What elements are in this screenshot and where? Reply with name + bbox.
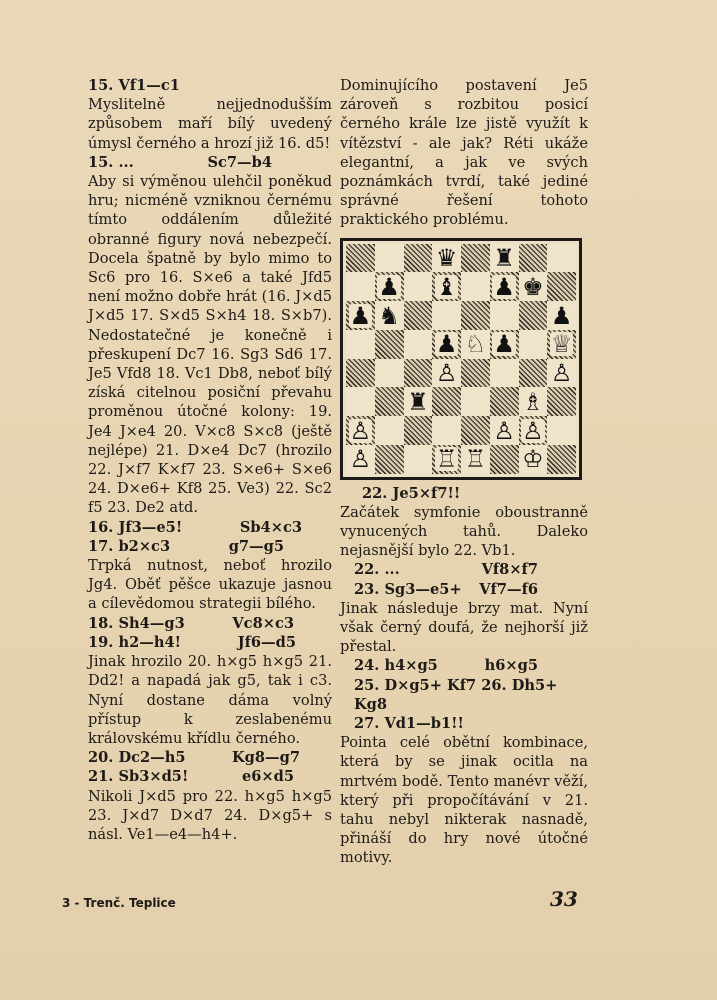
chess-piece-icon: ♖ (435, 445, 458, 474)
board-square (404, 301, 433, 330)
board-square (404, 330, 433, 359)
move-line: 16. Jf3—e5! Sb4×c3 (88, 518, 302, 536)
board-square (490, 244, 519, 273)
board-square (346, 387, 375, 416)
board-square (461, 387, 490, 416)
chess-board (346, 244, 576, 474)
board-square (432, 359, 461, 388)
board-square (461, 330, 490, 359)
board-square (346, 359, 375, 388)
board-square (346, 330, 375, 359)
board-square (375, 416, 404, 445)
move-line: 22. ... Vf8×f7 (354, 561, 538, 579)
board-square (346, 301, 375, 330)
paragraph: Dominujícího postavení Je5 zároveň s rozbitou posicí černého krále lze jistě využít k vítězství - ale jak? Réti ukáže elegantní, a jak ve svých poznámkách tvrdí, také jediné správné řešení tohoto praktického problému. (340, 77, 588, 229)
chess-piece-icon: ♟ (493, 330, 515, 359)
board-square (490, 359, 519, 388)
move-line: 23. Sg3—e5+ Vf7—f6 (354, 580, 538, 598)
board-square (519, 416, 548, 445)
paragraph: Jinak hrozilo 20. h×g5 h×g5 21. Dd2! a napadá jak g5, tak i c3. Nyní dostane dáma volný přístup k zeslabenému královskému křídlu černého. (88, 653, 332, 747)
chess-piece-icon: ♛ (435, 244, 458, 272)
board-square (547, 416, 576, 445)
move-line: 17. b2×c3 g7—g5 (88, 537, 284, 555)
chess-piece-icon: ♗ (522, 387, 544, 416)
board-square (346, 416, 375, 445)
chess-piece-icon: ♙ (349, 416, 372, 445)
chess-piece-icon: ♟ (550, 301, 573, 330)
board-square (432, 244, 461, 273)
board-square (547, 330, 576, 359)
board-square (432, 301, 461, 330)
board-square (547, 359, 576, 388)
board-square (346, 244, 375, 273)
move-line: 19. h2—h4! Jf6—d5 (88, 633, 296, 651)
page-footer: 3 - Trenč. Teplice (62, 896, 176, 910)
paragraph: Jinak následuje brzy mat. Nyní však černý doufá, že nejhorší již přestal. (340, 599, 588, 656)
chess-piece-icon: ♙ (522, 416, 544, 445)
board-square (375, 272, 404, 301)
chess-piece-icon: ♚ (522, 272, 544, 301)
chess-piece-icon: ♕ (550, 330, 573, 359)
paragraph: Myslitelně nejjednodušším způsobem maří bílý uvedený úmysl černého a hrozí již 16. d5! (88, 96, 332, 152)
board-square (490, 272, 519, 301)
right-column (340, 76, 588, 868)
board-square (432, 416, 461, 445)
board-square (490, 445, 519, 474)
board-square (461, 301, 490, 330)
chess-piece-icon: ♙ (349, 445, 372, 474)
board-square (404, 387, 433, 416)
board-square (519, 359, 548, 388)
board-square (547, 272, 576, 301)
board-square (375, 244, 404, 273)
board-square (519, 301, 548, 330)
board-square (519, 445, 548, 474)
chess-piece-icon: ♙ (435, 359, 458, 387)
board-square (461, 445, 490, 474)
chess-piece-icon: ♟ (349, 301, 372, 330)
board-square (490, 330, 519, 359)
board-square (547, 387, 576, 416)
board-square (461, 244, 490, 273)
paragraph: Trpká nutnost, neboť hrozilo Jg4. Oběť pěšce ukazuje jasnou a cílevědomou strategii bílého. (88, 557, 332, 613)
board-square (432, 445, 461, 474)
board-square (519, 387, 548, 416)
chess-piece-icon: ♙ (493, 416, 515, 445)
chess-piece-icon: ♜ (407, 387, 429, 416)
chess-piece-icon: ♖ (464, 445, 487, 474)
board-square (404, 272, 433, 301)
move-line: 15. Vf1—c1 (88, 77, 180, 94)
board-square (547, 445, 576, 474)
board-square (375, 330, 404, 359)
board-square (490, 387, 519, 416)
chess-piece-icon: ♜ (493, 244, 515, 272)
chess-diagram (340, 238, 584, 478)
left-column (88, 76, 332, 844)
board-square (432, 272, 461, 301)
board-square (547, 244, 576, 273)
chess-board-frame (340, 238, 582, 480)
chess-piece-icon: ♟ (435, 330, 458, 359)
move-line: 24. h4×g5 h6×g5 (354, 657, 538, 675)
board-square (375, 445, 404, 474)
board-square (432, 330, 461, 359)
chess-piece-icon: ♙ (550, 359, 573, 387)
paragraph: Nikoli J×d5 pro 22. h×g5 h×g5 23. J×d7 D×d7 24. D×g5+ s násl. Ve1—e4—h4+. (88, 787, 332, 843)
move-line: 22. Je5×f7!! (362, 484, 461, 502)
chess-piece-icon: ♟ (493, 272, 515, 301)
move-line: 21. Sb3×d5! e6×d5 (88, 768, 294, 786)
page-number: 33 (550, 887, 578, 911)
board-square (432, 387, 461, 416)
move-line: 20. Dc2—h5 Kg8—g7 (88, 749, 300, 767)
chess-piece-icon: ♝ (435, 272, 458, 301)
board-square (375, 359, 404, 388)
board-square (375, 301, 404, 330)
paragraph: Aby si výměnou ulehčil poněkud hru; nicméně vzniknou černému tímto oddálením důležité obranné figury nová nebezpečí. Docela špatně by bylo mimo to Sc6 pro 16. S×e6 a také Jfd5 není možno dobře hrát (16. J×d5 J×d5 17. S×d5 S×h4 18. S×b7). Nedostatečné je konečně i přeskupení Dc7 16. Sg3 Sd6 17. Je5 Vfd8 18. Vc1 Db8, neboť bílý získá citelnou posiční převahu proměnou útočné kolony: 19. Je4 J×e4 20. V×c8 S×c8 (ještě nejlépe) 21. D×e4 Dc7 (hrozilo 22. J×f7 K×f7 23. S×e6+ S×e6 24. D×e6+ Kf8 25. Ve3) 22. Sc2 f5 23. De2 atd. (88, 173, 332, 517)
board-square (346, 445, 375, 474)
board-square (404, 445, 433, 474)
board-square (346, 272, 375, 301)
paragraph: Pointa celé obětní kombinace, která by se jinak ocitla na mrtvém bodě. Tento manévr věží, který při propočítávání v 21. tahu nebyl nikterak nasnadě, přináší do hry nové útočné motivy. (340, 734, 588, 867)
move-line: 27. Vd1—b1!! (354, 715, 464, 733)
move-line: 18. Sh4—g3 Vc8×c3 (88, 614, 294, 632)
board-square (375, 387, 404, 416)
board-square (490, 416, 519, 445)
board-square (547, 301, 576, 330)
chess-piece-icon: ♘ (464, 330, 487, 359)
board-square (490, 301, 519, 330)
chess-piece-icon: ♔ (522, 445, 544, 474)
board-square (404, 416, 433, 445)
board-square (404, 244, 433, 273)
move-line: 15. ... Sc7—b4 (88, 153, 272, 171)
board-square (461, 272, 490, 301)
board-square (461, 359, 490, 388)
board-square (404, 359, 433, 388)
board-square (461, 416, 490, 445)
move-line: 25. D×g5+ Kf7 26. Dh5+ Kg8 (354, 676, 558, 713)
board-square (519, 330, 548, 359)
chess-piece-icon: ♞ (378, 301, 400, 330)
paragraph: Začátek symfonie oboustranně vynucených tahů. Daleko nejasnější bylo 22. Vb1. (340, 503, 588, 560)
chess-piece-icon: ♟ (378, 272, 400, 301)
board-square (519, 244, 548, 273)
board-square (519, 272, 548, 301)
